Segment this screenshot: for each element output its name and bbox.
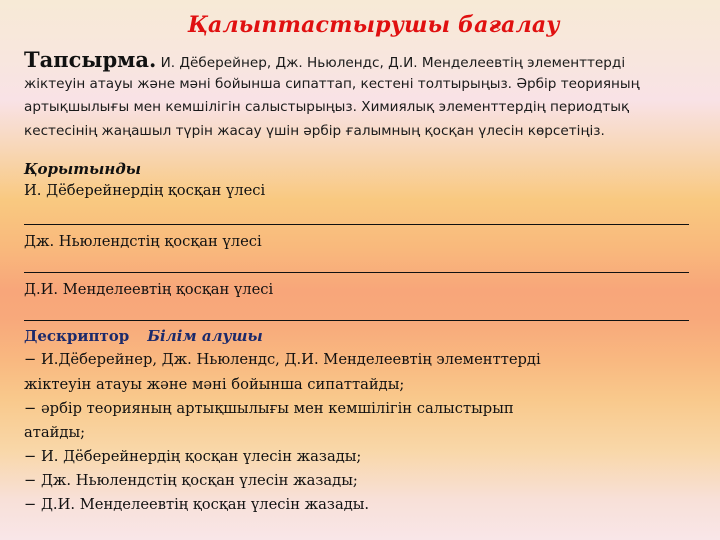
task-block (24, 48, 714, 143)
descriptor-title: Дескриптор (24, 327, 130, 345)
task-line-3: артықшылығы мен кемшілігін салыстырыңыз. Химиялық элементтердің периодтық (24, 99, 630, 115)
descriptor-line-4: атайды; (24, 424, 86, 441)
answer-line-mendeleev[interactable] (24, 320, 689, 321)
descriptor-heading (24, 327, 263, 345)
task-line-1: И. Дёберейнер, Дж. Ньюлендс, Д.И. Менделеевтің элементтерді (160, 55, 626, 71)
page-title: Қалыптастырушы бағалау (188, 12, 560, 38)
descriptor-line-3: − әрбір теорияның артықшылығы мен кемшілігін салыстырып (24, 400, 514, 417)
descriptor-line-2: жіктеуін атауы және мәні бойынша сипаттайды; (24, 376, 405, 393)
task-line-4: кестесінің жаңашыл түрін жасау үшін әрбір ғалымның қосқан үлесін көрсетіңіз. (24, 122, 605, 139)
conclusion-item-mendeleev: Д.И. Менделеевтің қосқан үлесі (24, 281, 274, 298)
descriptor-subtitle: Білім алушы (147, 327, 263, 345)
task-line-2: жіктеуін атауы және мәні бойынша сипаттап, кестені толтырыңыз. Әрбір теорияның (24, 75, 640, 92)
descriptor-line-1: − И.Дёберейнер, Дж. Ньюлендс, Д.И. Менделеевтің элементтерді (24, 351, 541, 368)
answer-line-newlands[interactable] (24, 272, 689, 273)
descriptor-line-5: − И. Дёберейнердің қосқан үлесін жазады; (24, 448, 362, 465)
conclusion-item-doberiner: И. Дёберейнердің қосқан үлесі (24, 182, 266, 199)
descriptor-line-7: − Д.И. Менделеевтің қосқан үлесін жазады. (24, 496, 370, 513)
conclusion-item-newlands: Дж. Ньюлендстің қосқан үлесі (24, 233, 262, 250)
conclusion-heading: Қорытынды (24, 160, 142, 178)
descriptor-line-6: − Дж. Ньюлендстің қосқан үлесін жазады; (24, 472, 358, 489)
answer-line-doberiner[interactable] (24, 224, 689, 225)
task-label: Тапсырма. (24, 47, 157, 72)
